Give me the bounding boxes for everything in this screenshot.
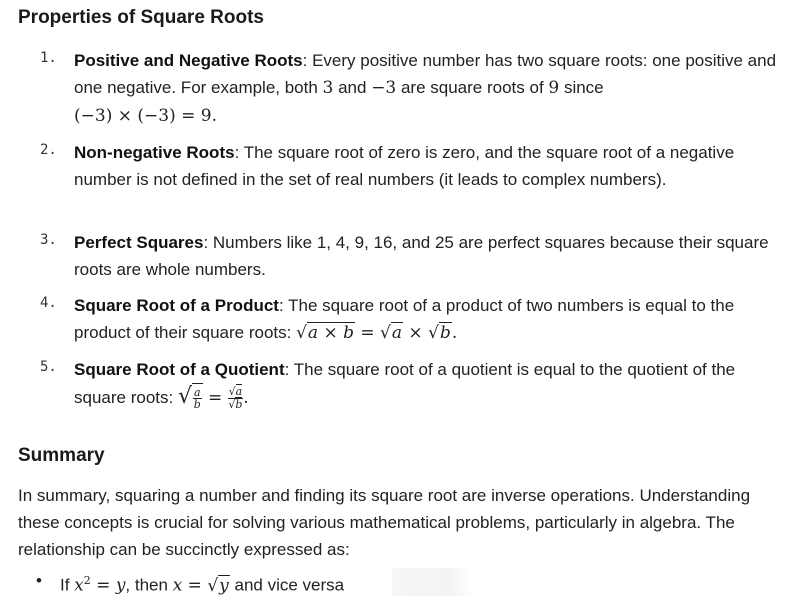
item-title: Square Root of a Quotient [74,360,285,379]
item-text: : The square root of a quotient is equal to the quotient of the square roots: [74,360,736,407]
summary-paragraph: In summary, squaring a number and finding its square root are inverse operations. Understanding these concepts is crucial for solving various mathematical problems, particularly in algebra. The relationship can be succinctly expressed as: [18,486,751,559]
item-title: Non-negative Roots [74,143,235,162]
math-sqrt: √b [428,323,451,343]
item-text: : Every positive number has two square roots: one positive and one negative. For example, both [74,51,777,97]
math: = [354,323,381,343]
bullet-text: If $x^2 = y$, then x = √y and vice versa [60,567,344,600]
item-number: 4. [40,295,57,311]
math-sqrt: √y [207,575,229,596]
math-sqrt: √a [380,323,403,343]
item-number: 1. [40,50,57,66]
math-sqrt-fraction: √ $\frac{a}{b}$ [177,384,201,412]
item-body [74,229,780,283]
item-body [74,292,780,347]
item-text: since [559,78,604,97]
item-number: 2. [40,142,57,158]
math: 9 [548,78,560,98]
math: 3 [322,78,334,98]
math: . [243,388,249,408]
item-number: 5. [40,359,57,375]
math: × [403,323,429,343]
item-title: Square Root of a Product [74,296,279,315]
summary-heading: Summary [18,445,105,466]
streaming-fade [392,568,472,596]
math: = [202,388,228,408]
math: . [451,323,458,343]
item-text: : The square root of zero is zero, and the square root of a negative number is not defined in the set of real numbers (it leads to complex numbers). [74,143,735,189]
item-body [74,47,780,130]
math: −3 [371,78,397,98]
item-text: : The square root of a product of two numbers is equal to the product of their square roots: [74,296,735,342]
item-text: : Numbers like 1, 4, 9, 16, and 25 are perfect squares because their square roots are whole numbers. [74,233,769,279]
item-text: and [333,78,372,97]
section-title: Properties of Square Roots [18,7,264,28]
bullet-dot: • [36,571,42,590]
math: (−3) × (−3) = 9. [74,106,217,126]
item-body [74,356,780,412]
item-body [74,139,780,193]
math-fraction: $\frac{√a}{√b}$ [228,385,243,412]
math-sqrt: √a × b [296,323,354,343]
item-number: 3. [40,232,57,248]
item-title: Positive and Negative Roots [74,51,303,70]
item-title: Perfect Squares [74,233,204,252]
item-text: are square roots of [396,78,549,97]
